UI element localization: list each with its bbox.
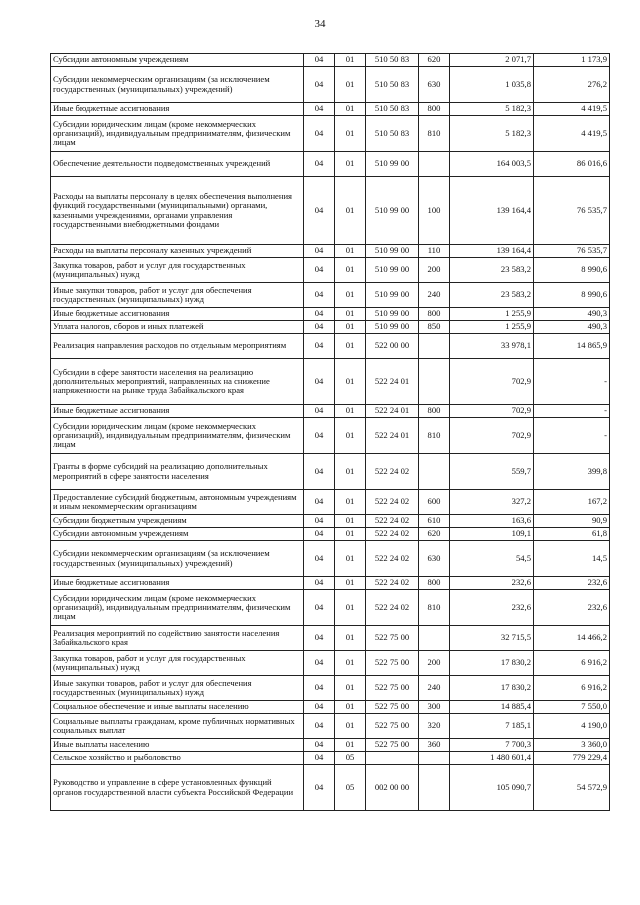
section-code: 04 [304, 283, 335, 308]
section-code: 04 [304, 334, 335, 359]
row-name: Субсидии автономным учреждениям [51, 54, 304, 67]
plan-amount: 702,9 [450, 418, 534, 454]
subsection-code: 01 [335, 454, 366, 490]
expense-type-code [419, 334, 450, 359]
subsection-code: 01 [335, 541, 366, 577]
subsection-code: 01 [335, 577, 366, 590]
expense-type-code: 320 [419, 714, 450, 739]
subsection-code: 01 [335, 321, 366, 334]
actual-amount: 490,3 [534, 321, 610, 334]
row-name: Расходы на выплаты персоналу казенных учреждений [51, 245, 304, 258]
table-row [51, 418, 610, 454]
plan-amount: 1 255,9 [450, 321, 534, 334]
target-article-code: 522 75 00 [366, 701, 419, 714]
row-name: Субсидии в сфере занятости населения на реализацию дополнительных мероприятий, направленных на снижение напряженности на рынке труда Забайкальского края [51, 359, 304, 405]
target-article-code: 510 99 00 [366, 258, 419, 283]
actual-amount: 8 990,6 [534, 258, 610, 283]
actual-amount: 76 535,7 [534, 177, 610, 245]
actual-amount: 14 865,9 [534, 334, 610, 359]
table-row [51, 701, 610, 714]
actual-amount: 86 016,6 [534, 152, 610, 177]
subsection-code: 01 [335, 676, 366, 701]
expense-type-code: 620 [419, 54, 450, 67]
actual-amount: 6 916,2 [534, 676, 610, 701]
actual-amount: 7 550,0 [534, 701, 610, 714]
subsection-code: 01 [335, 67, 366, 103]
table-row [51, 739, 610, 752]
subsection-code: 01 [335, 590, 366, 626]
table-row [51, 626, 610, 651]
budget-table [50, 53, 610, 811]
table-row [51, 283, 610, 308]
table-row [51, 116, 610, 152]
table-row [51, 177, 610, 245]
subsection-code: 01 [335, 152, 366, 177]
plan-amount: 5 182,3 [450, 103, 534, 116]
target-article-code: 522 24 02 [366, 454, 419, 490]
actual-amount: 399,8 [534, 454, 610, 490]
expense-type-code: 200 [419, 258, 450, 283]
target-article-code: 522 24 01 [366, 405, 419, 418]
actual-amount: 4 419,5 [534, 116, 610, 152]
subsection-code: 01 [335, 54, 366, 67]
expense-type-code: 240 [419, 283, 450, 308]
section-code: 04 [304, 714, 335, 739]
target-article-code: 510 50 83 [366, 116, 419, 152]
row-name: Социальные выплаты гражданам, кроме публичных нормативных социальных выплат [51, 714, 304, 739]
row-name: Руководство и управление в сфере установленных функций органов государственной власти субъекта Российской Федерации [51, 765, 304, 811]
section-code: 04 [304, 177, 335, 245]
table-row [51, 515, 610, 528]
section-code: 04 [304, 541, 335, 577]
row-name: Сельское хозяйство и рыболовство [51, 752, 304, 765]
row-name: Иные закупки товаров, работ и услуг для обеспечения государственных (муниципальных) нужд [51, 676, 304, 701]
subsection-code: 01 [335, 701, 366, 714]
row-name: Уплата налогов, сборов и иных платежей [51, 321, 304, 334]
row-name: Субсидии юридическим лицам (кроме некоммерческих организаций), индивидуальным предпринимателям, физическим лицам [51, 590, 304, 626]
expense-type-code: 800 [419, 103, 450, 116]
table-row [51, 321, 610, 334]
actual-amount: 1 173,9 [534, 54, 610, 67]
section-code: 04 [304, 67, 335, 103]
target-article-code: 522 00 00 [366, 334, 419, 359]
actual-amount: 232,6 [534, 577, 610, 590]
section-code: 04 [304, 739, 335, 752]
table-row [51, 334, 610, 359]
expense-type-code [419, 454, 450, 490]
table-row [51, 490, 610, 515]
plan-amount: 139 164,4 [450, 245, 534, 258]
table-row [51, 765, 610, 811]
section-code: 04 [304, 528, 335, 541]
subsection-code: 01 [335, 739, 366, 752]
actual-amount: 54 572,9 [534, 765, 610, 811]
table-row [51, 258, 610, 283]
subsection-code: 01 [335, 283, 366, 308]
section-code: 04 [304, 321, 335, 334]
row-name: Социальное обеспечение и иные выплаты населению [51, 701, 304, 714]
target-article-code: 510 99 00 [366, 283, 419, 308]
plan-amount: 105 090,7 [450, 765, 534, 811]
plan-amount: 702,9 [450, 405, 534, 418]
row-name: Обеспечение деятельности подведомственных учреждений [51, 152, 304, 177]
actual-amount: 6 916,2 [534, 651, 610, 676]
row-name: Субсидии юридическим лицам (кроме некоммерческих организаций), индивидуальным предпринимателям, физическим лицам [51, 418, 304, 454]
row-name: Реализация мероприятий по содействию занятости населения Забайкальского края [51, 626, 304, 651]
actual-amount: 4 419,5 [534, 103, 610, 116]
subsection-code: 01 [335, 528, 366, 541]
section-code: 04 [304, 116, 335, 152]
expense-type-code [419, 765, 450, 811]
target-article-code: 522 75 00 [366, 676, 419, 701]
expense-type-code: 200 [419, 651, 450, 676]
subsection-code: 05 [335, 765, 366, 811]
actual-amount: - [534, 359, 610, 405]
expense-type-code: 600 [419, 490, 450, 515]
target-article-code: 522 24 01 [366, 359, 419, 405]
plan-amount: 232,6 [450, 577, 534, 590]
subsection-code: 01 [335, 245, 366, 258]
plan-amount: 54,5 [450, 541, 534, 577]
plan-amount: 7 185,1 [450, 714, 534, 739]
table-row [51, 67, 610, 103]
target-article-code: 522 24 01 [366, 418, 419, 454]
table-row [51, 152, 610, 177]
expense-type-code: 800 [419, 577, 450, 590]
target-article-code: 002 00 00 [366, 765, 419, 811]
actual-amount: 14 466,2 [534, 626, 610, 651]
subsection-code: 01 [335, 116, 366, 152]
section-code: 04 [304, 152, 335, 177]
table-row [51, 577, 610, 590]
subsection-code: 01 [335, 490, 366, 515]
table-row [51, 454, 610, 490]
target-article-code: 522 75 00 [366, 714, 419, 739]
target-article-code: 510 99 00 [366, 308, 419, 321]
plan-amount: 109,1 [450, 528, 534, 541]
plan-amount: 163,6 [450, 515, 534, 528]
target-article-code [366, 752, 419, 765]
subsection-code: 01 [335, 258, 366, 283]
target-article-code: 522 24 02 [366, 541, 419, 577]
row-name: Субсидии некоммерческим организациям (за исключением государственных (муниципальных) учреждений) [51, 67, 304, 103]
expense-type-code: 810 [419, 590, 450, 626]
subsection-code: 01 [335, 177, 366, 245]
actual-amount: 167,2 [534, 490, 610, 515]
table-row [51, 359, 610, 405]
target-article-code: 510 99 00 [366, 321, 419, 334]
target-article-code: 522 24 02 [366, 528, 419, 541]
section-code: 04 [304, 258, 335, 283]
row-name: Субсидии автономным учреждениям [51, 528, 304, 541]
subsection-code: 01 [335, 405, 366, 418]
section-code: 04 [304, 676, 335, 701]
target-article-code: 522 24 02 [366, 515, 419, 528]
expense-type-code: 110 [419, 245, 450, 258]
target-article-code: 510 50 83 [366, 54, 419, 67]
row-name: Гранты в форме субсидий на реализацию дополнительных мероприятий в сфере занятости населения [51, 454, 304, 490]
row-name: Закупка товаров, работ и услуг для государственных (муниципальных) нужд [51, 651, 304, 676]
actual-amount: 3 360,0 [534, 739, 610, 752]
row-name: Субсидии юридическим лицам (кроме некоммерческих организаций), индивидуальным предпринимателям, физическим лицам [51, 116, 304, 152]
expense-type-code: 300 [419, 701, 450, 714]
expense-type-code [419, 752, 450, 765]
plan-amount: 1 035,8 [450, 67, 534, 103]
table-row [51, 405, 610, 418]
actual-amount: 90,9 [534, 515, 610, 528]
section-code: 04 [304, 515, 335, 528]
expense-type-code: 810 [419, 418, 450, 454]
actual-amount: - [534, 418, 610, 454]
plan-amount: 32 715,5 [450, 626, 534, 651]
section-code: 04 [304, 54, 335, 67]
section-code: 04 [304, 590, 335, 626]
plan-amount: 14 885,4 [450, 701, 534, 714]
row-name: Предоставление субсидий бюджетным, автономным учреждениям и иным некоммерческим организациям [51, 490, 304, 515]
actual-amount: - [534, 405, 610, 418]
target-article-code: 522 24 02 [366, 577, 419, 590]
expense-type-code: 620 [419, 528, 450, 541]
row-name: Иные бюджетные ассигнования [51, 103, 304, 116]
plan-amount: 5 182,3 [450, 116, 534, 152]
actual-amount: 490,3 [534, 308, 610, 321]
row-name: Иные бюджетные ассигнования [51, 577, 304, 590]
row-name: Иные закупки товаров, работ и услуг для обеспечения государственных (муниципальных) нужд [51, 283, 304, 308]
page-number: 34 [314, 18, 326, 30]
row-name: Иные бюджетные ассигнования [51, 405, 304, 418]
section-code: 04 [304, 405, 335, 418]
plan-amount: 327,2 [450, 490, 534, 515]
section-code: 04 [304, 701, 335, 714]
actual-amount: 8 990,6 [534, 283, 610, 308]
plan-amount: 1 480 601,4 [450, 752, 534, 765]
subsection-code: 01 [335, 626, 366, 651]
row-name: Расходы на выплаты персоналу в целях обеспечения выполнения функций государственными (муниципальными) органами, казенными учреждениями, органами управления государственными внебюджетными фондами [51, 177, 304, 245]
section-code: 04 [304, 577, 335, 590]
plan-amount: 139 164,4 [450, 177, 534, 245]
actual-amount: 276,2 [534, 67, 610, 103]
expense-type-code: 810 [419, 116, 450, 152]
section-code: 04 [304, 765, 335, 811]
plan-amount: 559,7 [450, 454, 534, 490]
plan-amount: 7 700,3 [450, 739, 534, 752]
actual-amount: 779 229,4 [534, 752, 610, 765]
table-row [51, 54, 610, 67]
table-row [51, 528, 610, 541]
section-code: 04 [304, 308, 335, 321]
subsection-code: 01 [335, 334, 366, 359]
expense-type-code: 850 [419, 321, 450, 334]
plan-amount: 1 255,9 [450, 308, 534, 321]
row-name: Субсидии некоммерческим организациям (за исключением государственных (муниципальных) учреждений) [51, 541, 304, 577]
section-code: 04 [304, 103, 335, 116]
table-row [51, 541, 610, 577]
section-code: 04 [304, 752, 335, 765]
target-article-code: 522 75 00 [366, 626, 419, 651]
section-code: 04 [304, 626, 335, 651]
table-row [51, 752, 610, 765]
table-row [51, 308, 610, 321]
target-article-code: 510 50 83 [366, 103, 419, 116]
table-row [51, 103, 610, 116]
row-name: Реализация направления расходов по отдельным мероприятиям [51, 334, 304, 359]
expense-type-code: 360 [419, 739, 450, 752]
expense-type-code [419, 152, 450, 177]
table-row [51, 714, 610, 739]
section-code: 04 [304, 651, 335, 676]
row-name: Закупка товаров, работ и услуг для государственных (муниципальных) нужд [51, 258, 304, 283]
plan-amount: 17 830,2 [450, 676, 534, 701]
section-code: 04 [304, 490, 335, 515]
row-name: Иные выплаты населению [51, 739, 304, 752]
subsection-code: 01 [335, 103, 366, 116]
table-row [51, 676, 610, 701]
table-body [51, 54, 610, 811]
actual-amount: 61,8 [534, 528, 610, 541]
plan-amount: 232,6 [450, 590, 534, 626]
subsection-code: 01 [335, 714, 366, 739]
target-article-code: 522 75 00 [366, 739, 419, 752]
plan-amount: 702,9 [450, 359, 534, 405]
target-article-code: 510 99 00 [366, 177, 419, 245]
table-row [51, 590, 610, 626]
expense-type-code: 610 [419, 515, 450, 528]
expense-type-code: 800 [419, 308, 450, 321]
plan-amount: 17 830,2 [450, 651, 534, 676]
subsection-code: 01 [335, 308, 366, 321]
row-name: Иные бюджетные ассигнования [51, 308, 304, 321]
target-article-code: 510 50 83 [366, 67, 419, 103]
plan-amount: 23 583,2 [450, 258, 534, 283]
plan-amount: 33 978,1 [450, 334, 534, 359]
expense-type-code: 240 [419, 676, 450, 701]
target-article-code: 510 99 00 [366, 152, 419, 177]
subsection-code: 01 [335, 359, 366, 405]
table-row [51, 651, 610, 676]
plan-amount: 23 583,2 [450, 283, 534, 308]
target-article-code: 522 75 00 [366, 651, 419, 676]
actual-amount: 4 190,0 [534, 714, 610, 739]
target-article-code: 510 99 00 [366, 245, 419, 258]
subsection-code: 05 [335, 752, 366, 765]
expense-type-code: 630 [419, 541, 450, 577]
table-row [51, 245, 610, 258]
row-name: Субсидии бюджетным учреждениям [51, 515, 304, 528]
subsection-code: 01 [335, 418, 366, 454]
section-code: 04 [304, 245, 335, 258]
expense-type-code: 100 [419, 177, 450, 245]
section-code: 04 [304, 454, 335, 490]
expense-type-code: 630 [419, 67, 450, 103]
actual-amount: 76 535,7 [534, 245, 610, 258]
expense-type-code: 800 [419, 405, 450, 418]
subsection-code: 01 [335, 515, 366, 528]
section-code: 04 [304, 359, 335, 405]
plan-amount: 164 003,5 [450, 152, 534, 177]
target-article-code: 522 24 02 [366, 490, 419, 515]
section-code: 04 [304, 418, 335, 454]
actual-amount: 14,5 [534, 541, 610, 577]
target-article-code: 522 24 02 [366, 590, 419, 626]
actual-amount: 232,6 [534, 590, 610, 626]
plan-amount: 2 071,7 [450, 54, 534, 67]
expense-type-code [419, 359, 450, 405]
expense-type-code [419, 626, 450, 651]
subsection-code: 01 [335, 651, 366, 676]
